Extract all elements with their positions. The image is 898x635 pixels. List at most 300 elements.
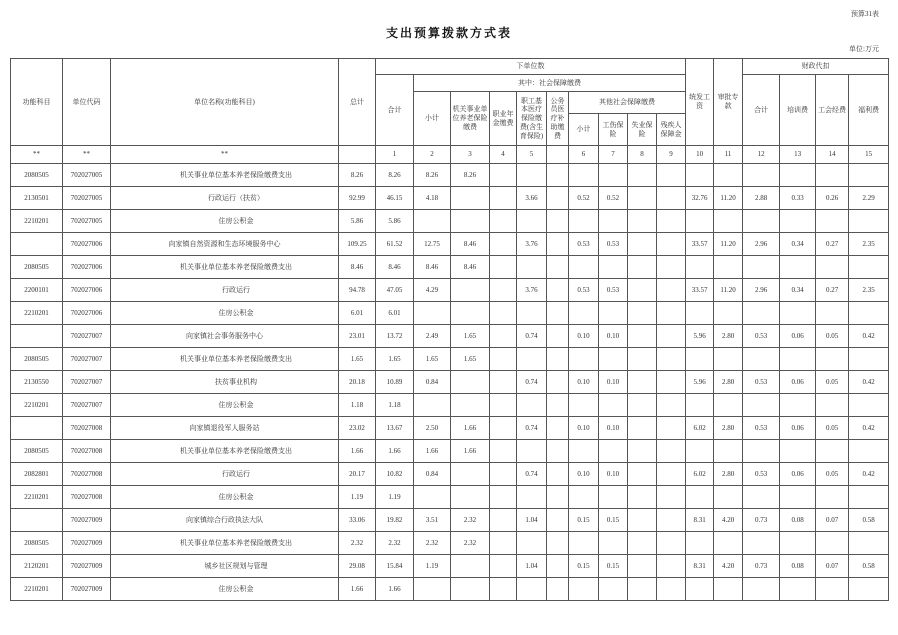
cell-civil-medical bbox=[547, 348, 569, 371]
cell-unified-salary bbox=[686, 394, 714, 417]
cell-grand-total: 109.25 bbox=[339, 233, 376, 256]
cell-unified-salary: 8.31 bbox=[686, 509, 714, 532]
cell-injury: 0.10 bbox=[599, 463, 628, 486]
cell-disability-fund bbox=[657, 164, 686, 187]
cell-medical: 3.76 bbox=[517, 233, 547, 256]
cell-medical bbox=[517, 578, 547, 601]
cell-civil-medical bbox=[547, 486, 569, 509]
column-index-cell: 12 bbox=[743, 146, 780, 164]
cell-function-code: 2080505 bbox=[11, 256, 63, 279]
column-index-cell bbox=[547, 146, 569, 164]
cell-subtotal: 0.84 bbox=[414, 371, 451, 394]
header-total: 合计 bbox=[376, 75, 414, 146]
cell-other-subtotal: 0.52 bbox=[569, 187, 599, 210]
unit-note: 单位:万元 bbox=[849, 45, 879, 53]
header-medical: 职工基本医疗保险缴费(含生育保险) bbox=[517, 92, 547, 146]
cell-unit-code: 702027008 bbox=[63, 440, 111, 463]
cell-unit-code: 702027005 bbox=[63, 210, 111, 233]
cell-total: 1.19 bbox=[376, 486, 414, 509]
cell-withholding-total bbox=[743, 348, 780, 371]
table-row bbox=[11, 486, 889, 509]
cell-welfare-fee: 2.35 bbox=[849, 233, 889, 256]
table-row bbox=[11, 210, 889, 233]
header-welfare-fee: 福利费 bbox=[849, 75, 889, 146]
cell-function-code: 2210201 bbox=[11, 394, 63, 417]
cell-annuity bbox=[490, 210, 517, 233]
cell-unified-salary: 6.02 bbox=[686, 463, 714, 486]
cell-unemployment bbox=[628, 463, 657, 486]
cell-unit-code: 702027008 bbox=[63, 463, 111, 486]
header-union-fee: 工会经费 bbox=[816, 75, 849, 146]
cell-unemployment bbox=[628, 417, 657, 440]
cell-unit-code: 702027007 bbox=[63, 394, 111, 417]
cell-unit-name: 机关事业单位基本养老保险缴费支出 bbox=[111, 256, 339, 279]
cell-approved-special bbox=[714, 578, 743, 601]
cell-injury: 0.52 bbox=[599, 187, 628, 210]
cell-training-fee: 0.34 bbox=[780, 279, 816, 302]
cell-approved-special bbox=[714, 440, 743, 463]
cell-grand-total: 20.17 bbox=[339, 463, 376, 486]
header-annuity: 职业年金缴费 bbox=[490, 92, 517, 146]
cell-union-fee bbox=[816, 302, 849, 325]
cell-disability-fund bbox=[657, 187, 686, 210]
cell-unit-code: 702027009 bbox=[63, 509, 111, 532]
cell-unit-name: 住房公积金 bbox=[111, 210, 339, 233]
cell-other-subtotal bbox=[569, 164, 599, 187]
cell-other-subtotal bbox=[569, 302, 599, 325]
cell-pension bbox=[451, 486, 490, 509]
cell-disability-fund bbox=[657, 210, 686, 233]
cell-approved-special: 2.80 bbox=[714, 417, 743, 440]
table-row bbox=[11, 394, 889, 417]
cell-total: 13.67 bbox=[376, 417, 414, 440]
cell-injury bbox=[599, 440, 628, 463]
cell-total: 10.82 bbox=[376, 463, 414, 486]
column-index-cell: 8 bbox=[628, 146, 657, 164]
cell-unit-name: 城乡社区规划与管理 bbox=[111, 555, 339, 578]
cell-unified-salary: 33.57 bbox=[686, 279, 714, 302]
cell-medical bbox=[517, 164, 547, 187]
cell-injury bbox=[599, 302, 628, 325]
cell-subtotal: 2.49 bbox=[414, 325, 451, 348]
cell-approved-special bbox=[714, 302, 743, 325]
cell-unemployment bbox=[628, 348, 657, 371]
header-other-subtotal: 小计 bbox=[569, 114, 599, 146]
cell-annuity bbox=[490, 325, 517, 348]
cell-unified-salary: 32.76 bbox=[686, 187, 714, 210]
header-unified-salary: 统发工资 bbox=[686, 59, 714, 146]
cell-injury bbox=[599, 578, 628, 601]
cell-disability-fund bbox=[657, 532, 686, 555]
cell-annuity bbox=[490, 578, 517, 601]
cell-welfare-fee bbox=[849, 394, 889, 417]
cell-annuity bbox=[490, 532, 517, 555]
cell-training-fee bbox=[780, 302, 816, 325]
cell-injury bbox=[599, 164, 628, 187]
cell-function-code bbox=[11, 233, 63, 256]
cell-function-code: 2120201 bbox=[11, 555, 63, 578]
header-withholding-total: 合计 bbox=[743, 75, 780, 146]
cell-annuity bbox=[490, 463, 517, 486]
cell-grand-total: 94.78 bbox=[339, 279, 376, 302]
cell-union-fee bbox=[816, 578, 849, 601]
cell-approved-special: 4.20 bbox=[714, 509, 743, 532]
cell-grand-total: 1.66 bbox=[339, 440, 376, 463]
cell-medical bbox=[517, 302, 547, 325]
cell-subtotal: 8.46 bbox=[414, 256, 451, 279]
cell-disability-fund bbox=[657, 440, 686, 463]
cell-civil-medical bbox=[547, 509, 569, 532]
cell-medical bbox=[517, 532, 547, 555]
cell-function-code: 2210201 bbox=[11, 578, 63, 601]
cell-unit-code: 702027009 bbox=[63, 578, 111, 601]
table-number: 预算31表 bbox=[851, 10, 879, 18]
cell-medical: 0.74 bbox=[517, 325, 547, 348]
cell-civil-medical bbox=[547, 187, 569, 210]
cell-pension: 1.66 bbox=[451, 417, 490, 440]
cell-civil-medical bbox=[547, 440, 569, 463]
cell-approved-special bbox=[714, 210, 743, 233]
cell-subtotal: 12.75 bbox=[414, 233, 451, 256]
cell-welfare-fee bbox=[849, 256, 889, 279]
cell-pension bbox=[451, 187, 490, 210]
cell-grand-total: 20.18 bbox=[339, 371, 376, 394]
cell-injury bbox=[599, 532, 628, 555]
cell-approved-special: 2.80 bbox=[714, 371, 743, 394]
cell-welfare-fee: 2.29 bbox=[849, 187, 889, 210]
cell-annuity bbox=[490, 417, 517, 440]
cell-unit-code: 702027009 bbox=[63, 532, 111, 555]
cell-total: 1.65 bbox=[376, 348, 414, 371]
cell-medical bbox=[517, 348, 547, 371]
column-index-cell: ** bbox=[63, 146, 111, 164]
cell-grand-total: 23.02 bbox=[339, 417, 376, 440]
cell-union-fee bbox=[816, 164, 849, 187]
cell-training-fee bbox=[780, 532, 816, 555]
header-band-sub-units: 下单位数 bbox=[376, 59, 686, 75]
cell-unit-code: 702027006 bbox=[63, 279, 111, 302]
cell-withholding-total bbox=[743, 578, 780, 601]
cell-pension: 1.66 bbox=[451, 440, 490, 463]
cell-disability-fund bbox=[657, 279, 686, 302]
cell-grand-total: 8.26 bbox=[339, 164, 376, 187]
cell-injury: 0.15 bbox=[599, 555, 628, 578]
cell-other-subtotal bbox=[569, 486, 599, 509]
header-approved-special: 审批专款 bbox=[714, 59, 743, 146]
cell-injury bbox=[599, 486, 628, 509]
cell-unit-name: 住房公积金 bbox=[111, 578, 339, 601]
cell-other-subtotal: 0.10 bbox=[569, 371, 599, 394]
cell-annuity bbox=[490, 233, 517, 256]
cell-civil-medical bbox=[547, 325, 569, 348]
cell-civil-medical bbox=[547, 578, 569, 601]
cell-grand-total: 29.08 bbox=[339, 555, 376, 578]
cell-pension: 2.32 bbox=[451, 509, 490, 532]
cell-civil-medical bbox=[547, 463, 569, 486]
cell-pension bbox=[451, 279, 490, 302]
cell-disability-fund bbox=[657, 578, 686, 601]
cell-annuity bbox=[490, 302, 517, 325]
cell-injury: 0.53 bbox=[599, 233, 628, 256]
cell-unit-name: 机关事业单位基本养老保险缴费支出 bbox=[111, 348, 339, 371]
cell-subtotal: 2.32 bbox=[414, 532, 451, 555]
cell-unit-name: 向家镇综合行政执法大队 bbox=[111, 509, 339, 532]
cell-subtotal: 1.19 bbox=[414, 555, 451, 578]
cell-function-code: 2082801 bbox=[11, 463, 63, 486]
header-subtotal: 小计 bbox=[414, 92, 451, 146]
cell-injury: 0.53 bbox=[599, 279, 628, 302]
cell-approved-special: 2.80 bbox=[714, 325, 743, 348]
cell-function-code bbox=[11, 325, 63, 348]
cell-total: 46.15 bbox=[376, 187, 414, 210]
cell-total: 5.86 bbox=[376, 210, 414, 233]
cell-unified-salary: 5.96 bbox=[686, 325, 714, 348]
table-row bbox=[11, 532, 889, 555]
cell-function-code: 2200101 bbox=[11, 279, 63, 302]
cell-unit-code: 702027008 bbox=[63, 417, 111, 440]
cell-injury bbox=[599, 256, 628, 279]
cell-civil-medical bbox=[547, 417, 569, 440]
cell-subtotal: 4.18 bbox=[414, 187, 451, 210]
cell-welfare-fee: 0.42 bbox=[849, 417, 889, 440]
cell-withholding-total: 0.53 bbox=[743, 463, 780, 486]
cell-other-subtotal bbox=[569, 348, 599, 371]
column-index-cell: 3 bbox=[451, 146, 490, 164]
column-index-cell: 7 bbox=[599, 146, 628, 164]
cell-unified-salary bbox=[686, 440, 714, 463]
cell-union-fee bbox=[816, 532, 849, 555]
cell-disability-fund bbox=[657, 256, 686, 279]
cell-annuity bbox=[490, 486, 517, 509]
table-row bbox=[11, 325, 889, 348]
cell-total: 19.82 bbox=[376, 509, 414, 532]
cell-function-code: 2210201 bbox=[11, 302, 63, 325]
cell-grand-total: 23.01 bbox=[339, 325, 376, 348]
table-row bbox=[11, 233, 889, 256]
cell-total: 1.66 bbox=[376, 440, 414, 463]
cell-training-fee: 0.06 bbox=[780, 325, 816, 348]
cell-disability-fund bbox=[657, 302, 686, 325]
cell-training-fee: 0.08 bbox=[780, 509, 816, 532]
cell-unified-salary bbox=[686, 532, 714, 555]
cell-welfare-fee bbox=[849, 532, 889, 555]
header-band-withholding: 财政代扣 bbox=[743, 59, 889, 75]
cell-welfare-fee: 0.58 bbox=[849, 555, 889, 578]
cell-function-code: 2080505 bbox=[11, 164, 63, 187]
column-index-cell: 10 bbox=[686, 146, 714, 164]
header-injury: 工伤保险 bbox=[599, 114, 628, 146]
cell-annuity bbox=[490, 555, 517, 578]
cell-unit-name: 住房公积金 bbox=[111, 302, 339, 325]
cell-pension bbox=[451, 302, 490, 325]
cell-approved-special: 11.20 bbox=[714, 279, 743, 302]
cell-pension bbox=[451, 371, 490, 394]
cell-unemployment bbox=[628, 486, 657, 509]
table-header bbox=[11, 59, 889, 164]
cell-subtotal bbox=[414, 210, 451, 233]
cell-unemployment bbox=[628, 578, 657, 601]
cell-unit-name: 向家镇退役军人服务站 bbox=[111, 417, 339, 440]
cell-disability-fund bbox=[657, 371, 686, 394]
cell-other-subtotal: 0.10 bbox=[569, 325, 599, 348]
cell-civil-medical bbox=[547, 279, 569, 302]
cell-grand-total: 8.46 bbox=[339, 256, 376, 279]
cell-unit-code: 702027005 bbox=[63, 187, 111, 210]
cell-civil-medical bbox=[547, 302, 569, 325]
cell-withholding-total bbox=[743, 394, 780, 417]
cell-union-fee: 0.27 bbox=[816, 233, 849, 256]
cell-training-fee: 0.06 bbox=[780, 417, 816, 440]
header-pension: 机关事业单位养老保险缴费 bbox=[451, 92, 490, 146]
cell-withholding-total: 0.73 bbox=[743, 555, 780, 578]
cell-training-fee: 0.34 bbox=[780, 233, 816, 256]
cell-other-subtotal: 0.15 bbox=[569, 555, 599, 578]
cell-medical: 3.66 bbox=[517, 187, 547, 210]
cell-annuity bbox=[490, 371, 517, 394]
table-row bbox=[11, 256, 889, 279]
header-disability-fund: 残疾人保障金 bbox=[657, 114, 686, 146]
cell-subtotal: 3.51 bbox=[414, 509, 451, 532]
cell-unemployment bbox=[628, 187, 657, 210]
cell-pension: 8.46 bbox=[451, 256, 490, 279]
cell-disability-fund bbox=[657, 555, 686, 578]
cell-union-fee bbox=[816, 210, 849, 233]
cell-unified-salary: 5.96 bbox=[686, 371, 714, 394]
cell-disability-fund bbox=[657, 463, 686, 486]
cell-training-fee bbox=[780, 394, 816, 417]
cell-other-subtotal bbox=[569, 210, 599, 233]
table-row bbox=[11, 302, 889, 325]
cell-grand-total: 1.66 bbox=[339, 578, 376, 601]
cell-medical: 1.04 bbox=[517, 555, 547, 578]
cell-medical: 1.04 bbox=[517, 509, 547, 532]
cell-medical: 0.74 bbox=[517, 371, 547, 394]
cell-withholding-total bbox=[743, 210, 780, 233]
cell-unified-salary bbox=[686, 302, 714, 325]
cell-medical: 3.76 bbox=[517, 279, 547, 302]
cell-medical: 0.74 bbox=[517, 463, 547, 486]
cell-civil-medical bbox=[547, 532, 569, 555]
cell-disability-fund bbox=[657, 233, 686, 256]
cell-unemployment bbox=[628, 371, 657, 394]
cell-pension bbox=[451, 578, 490, 601]
column-index-cell: 15 bbox=[849, 146, 889, 164]
cell-civil-medical bbox=[547, 164, 569, 187]
cell-total: 2.32 bbox=[376, 532, 414, 555]
cell-other-subtotal bbox=[569, 256, 599, 279]
cell-union-fee bbox=[816, 256, 849, 279]
cell-unit-name: 住房公积金 bbox=[111, 486, 339, 509]
header-unit-name: 单位名称(功能科目) bbox=[111, 59, 339, 146]
header-band-social-security: 其中：社会保障缴费 bbox=[414, 75, 686, 92]
cell-withholding-total: 0.53 bbox=[743, 325, 780, 348]
cell-welfare-fee bbox=[849, 578, 889, 601]
table-row bbox=[11, 555, 889, 578]
cell-civil-medical bbox=[547, 210, 569, 233]
table-row bbox=[11, 509, 889, 532]
cell-union-fee bbox=[816, 348, 849, 371]
cell-withholding-total: 0.53 bbox=[743, 417, 780, 440]
cell-union-fee: 0.07 bbox=[816, 509, 849, 532]
cell-welfare-fee: 0.58 bbox=[849, 509, 889, 532]
cell-other-subtotal bbox=[569, 440, 599, 463]
cell-function-code bbox=[11, 509, 63, 532]
cell-function-code: 2210201 bbox=[11, 486, 63, 509]
cell-annuity bbox=[490, 279, 517, 302]
cell-union-fee: 0.26 bbox=[816, 187, 849, 210]
cell-injury bbox=[599, 348, 628, 371]
cell-annuity bbox=[490, 394, 517, 417]
cell-welfare-fee: 2.35 bbox=[849, 279, 889, 302]
column-index-cell: 1 bbox=[376, 146, 414, 164]
header-civil-medical: 公务员医疗补助缴费 bbox=[547, 92, 569, 146]
cell-injury: 0.10 bbox=[599, 417, 628, 440]
cell-unified-salary bbox=[686, 256, 714, 279]
cell-approved-special: 11.20 bbox=[714, 187, 743, 210]
cell-unit-code: 702027007 bbox=[63, 371, 111, 394]
cell-training-fee bbox=[780, 164, 816, 187]
table-row bbox=[11, 463, 889, 486]
cell-other-subtotal: 0.15 bbox=[569, 509, 599, 532]
cell-union-fee: 0.07 bbox=[816, 555, 849, 578]
cell-annuity bbox=[490, 348, 517, 371]
cell-disability-fund bbox=[657, 325, 686, 348]
cell-civil-medical bbox=[547, 233, 569, 256]
header-function-subject: 功能科目 bbox=[11, 59, 63, 146]
cell-function-code: 2130550 bbox=[11, 371, 63, 394]
cell-total: 10.89 bbox=[376, 371, 414, 394]
cell-welfare-fee bbox=[849, 210, 889, 233]
cell-other-subtotal bbox=[569, 394, 599, 417]
cell-unified-salary bbox=[686, 210, 714, 233]
cell-medical bbox=[517, 210, 547, 233]
cell-function-code: 2210201 bbox=[11, 210, 63, 233]
cell-total: 47.05 bbox=[376, 279, 414, 302]
cell-withholding-total bbox=[743, 440, 780, 463]
cell-pension bbox=[451, 463, 490, 486]
cell-pension: 1.65 bbox=[451, 325, 490, 348]
header-band-other-social: 其他社会保障缴费 bbox=[569, 92, 686, 114]
cell-unit-code: 702027009 bbox=[63, 555, 111, 578]
cell-other-subtotal: 0.53 bbox=[569, 279, 599, 302]
cell-disability-fund bbox=[657, 394, 686, 417]
cell-grand-total: 5.86 bbox=[339, 210, 376, 233]
header-unemployment: 失业保险 bbox=[628, 114, 657, 146]
cell-grand-total: 1.19 bbox=[339, 486, 376, 509]
cell-subtotal bbox=[414, 486, 451, 509]
cell-unit-name: 向家镇社会事务服务中心 bbox=[111, 325, 339, 348]
cell-other-subtotal bbox=[569, 532, 599, 555]
cell-function-code bbox=[11, 417, 63, 440]
cell-unit-name: 住房公积金 bbox=[111, 394, 339, 417]
cell-unit-code: 702027006 bbox=[63, 302, 111, 325]
cell-welfare-fee bbox=[849, 486, 889, 509]
budget-table bbox=[10, 58, 889, 601]
cell-unemployment bbox=[628, 256, 657, 279]
cell-unified-salary: 6.02 bbox=[686, 417, 714, 440]
cell-withholding-total: 2.96 bbox=[743, 279, 780, 302]
cell-total: 8.26 bbox=[376, 164, 414, 187]
cell-pension bbox=[451, 210, 490, 233]
cell-total: 1.66 bbox=[376, 578, 414, 601]
cell-medical bbox=[517, 440, 547, 463]
column-index-cell: 14 bbox=[816, 146, 849, 164]
cell-unit-code: 702027007 bbox=[63, 325, 111, 348]
cell-unemployment bbox=[628, 210, 657, 233]
cell-union-fee bbox=[816, 440, 849, 463]
column-index-cell: ** bbox=[111, 146, 339, 164]
cell-unit-code: 702027005 bbox=[63, 164, 111, 187]
